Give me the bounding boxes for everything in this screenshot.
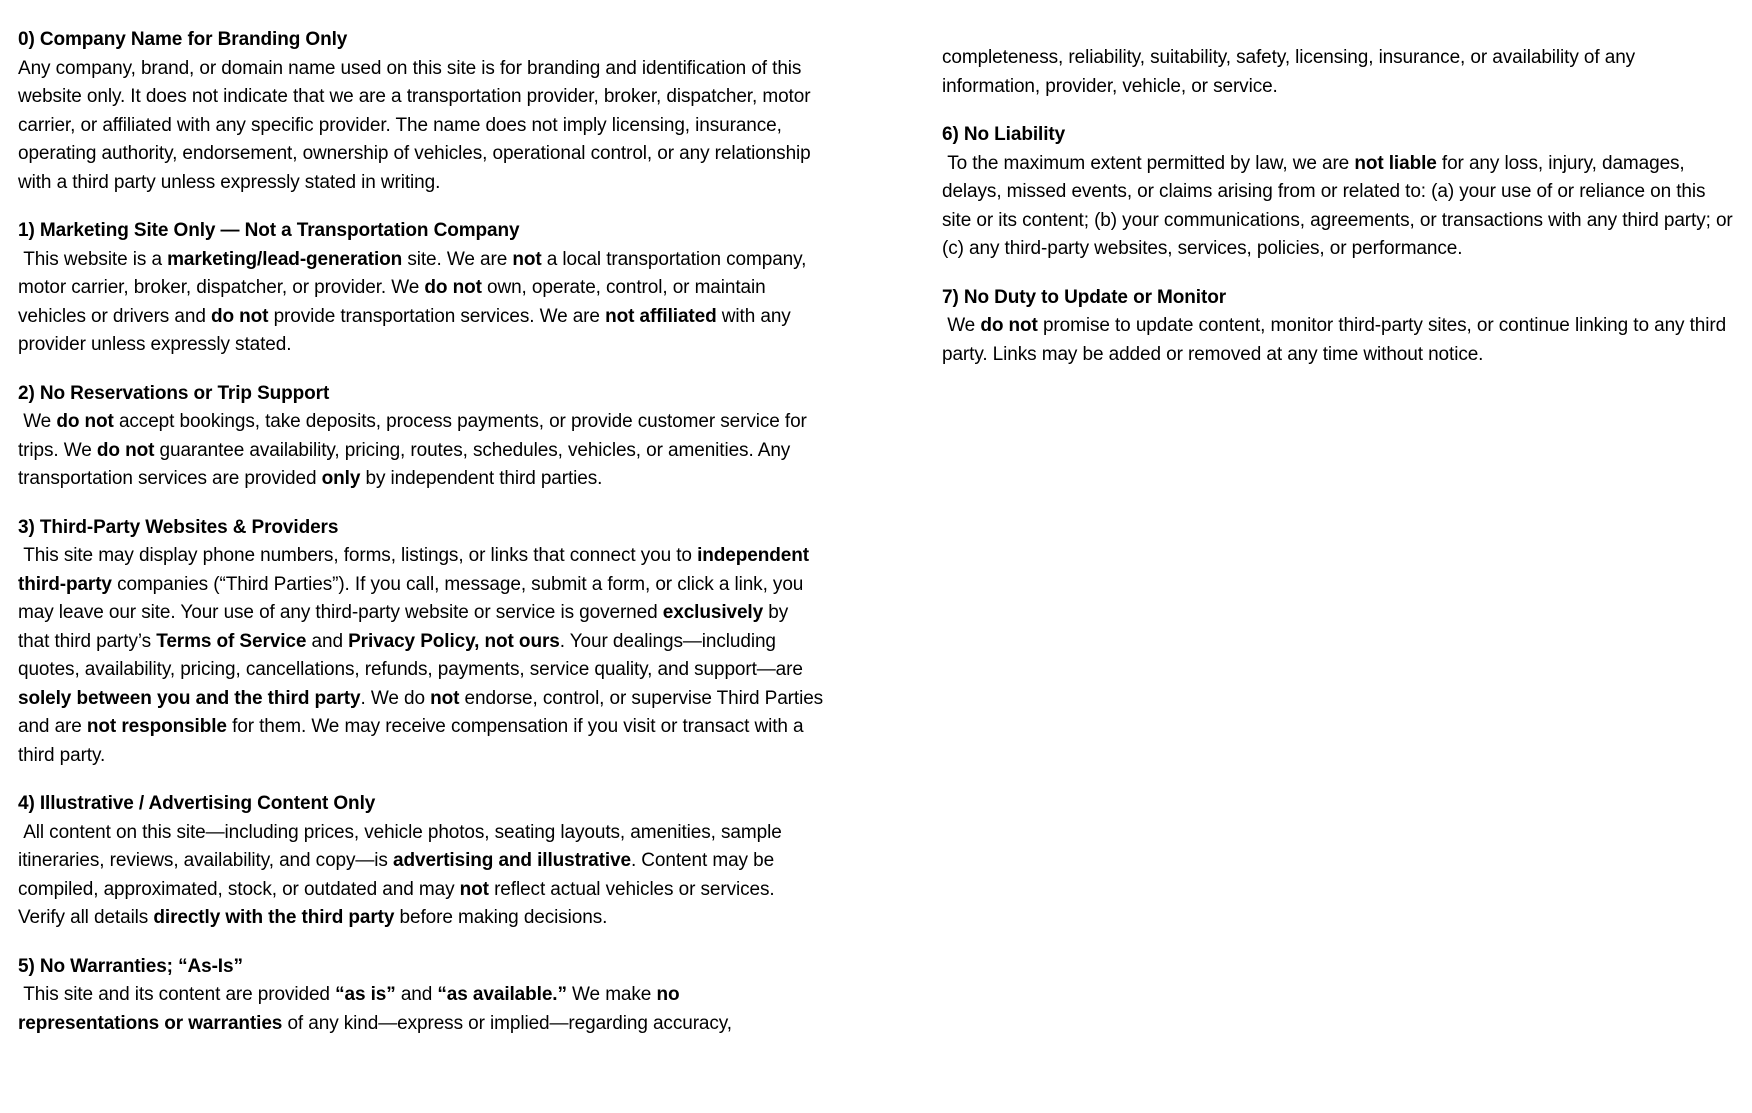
disclaimer-section <box>942 44 1734 101</box>
section-heading: 0) Company Name for Branding Only <box>18 29 348 50</box>
section-paragraph <box>18 981 824 1038</box>
text-run: of any kind—express or implied—regarding accuracy, <box>282 1012 732 1034</box>
text-run: We <box>942 315 981 336</box>
text-run: by independent third parties. <box>360 468 603 489</box>
bold-text-run: not affiliated <box>605 305 717 327</box>
text-run: provide transportation services. We are <box>268 305 606 327</box>
section-paragraph <box>942 150 1738 264</box>
bold-text-run: independent third-party <box>18 545 815 595</box>
text-run: for any loss, injury, damages, delays, missed events, or claims arising from or related to: (a) your use of or reliance on this site or its content; (b) your communications, agreements, or transactions with any third party; or (c) any third-party websites, services, policies, or performance. <box>942 152 1738 259</box>
disclaimer-section <box>18 953 824 1039</box>
text-run: . Content may be compiled, approximated, stock, or outdated and may <box>18 850 780 900</box>
text-run: To the maximum extent permitted by law, we are <box>942 152 1355 174</box>
section-heading: 6) No Liability <box>942 124 1066 145</box>
bold-text-run: do not <box>56 411 114 432</box>
section-heading: 5) No Warranties; “As-Is” <box>18 955 243 977</box>
text-run: This site and its content are provided <box>18 984 336 1005</box>
text-run: guarantee availability, pricing, routes, schedules, vehicles, or amenities. Any transportation services are provided <box>18 439 796 489</box>
section-paragraph <box>18 408 824 494</box>
text-run: reflect actual vehicles or services. Verify all details <box>18 878 780 928</box>
text-run: We make <box>566 984 657 1005</box>
disclaimer-section <box>18 217 824 360</box>
text-run: promise to update content, monitor third-party sites, or continue linking to any third party. Links may be added or removed at any time without notice. <box>942 315 1732 365</box>
section-paragraph <box>18 246 824 360</box>
bold-text-run: do not <box>96 439 155 461</box>
bold-text-run: marketing/lead-generation <box>167 248 403 270</box>
section-paragraph <box>942 44 1734 101</box>
text-run: and <box>395 984 438 1005</box>
disclaimer-section <box>18 790 824 933</box>
bold-text-run: not liable <box>1354 152 1437 174</box>
disclaimer-section <box>18 514 829 771</box>
text-run: a local transportation company, motor carrier, broker, dispatcher, or provider. We <box>18 248 812 298</box>
text-run: Any company, brand, or domain name used on this site is for branding and identification of this website only. It does not indicate that we are a transportation provider, broker, dispatcher, motor carrier, or affiliated with any specific provider. The name does not imply licensing, insurance, operating authority, endorsement, ownership of vehicles, operational control, or any relationship with a third party unless expressly stated in writing. <box>18 57 816 193</box>
section-paragraph <box>18 542 829 770</box>
text-run: accept bookings, take deposits, process payments, or provide customer service for trips. We <box>18 411 812 461</box>
left-column <box>18 26 829 1038</box>
disclaimer-section <box>942 284 1734 370</box>
section-heading: 1) Marketing Site Only — Not a Transportation Company <box>18 220 520 241</box>
text-run: site. We are <box>402 248 513 270</box>
bold-text-run: only <box>321 468 361 489</box>
bold-text-run: not <box>459 878 489 900</box>
bold-text-run: Terms of Service <box>156 630 307 652</box>
section-paragraph <box>18 819 824 933</box>
bold-text-run: Privacy Policy, not ours <box>348 630 560 652</box>
text-run: All content on this site—including prices, vehicle photos, seating layouts, amenities, sample itineraries, reviews, availability, and copy—is <box>18 821 787 871</box>
disclaimer-section <box>18 380 824 494</box>
text-run: by that third party’s <box>18 602 794 652</box>
bold-text-run: exclusively <box>662 602 764 623</box>
section-heading: 2) No Reservations or Trip Support <box>18 382 330 404</box>
disclaimer-section <box>18 26 824 197</box>
text-run: for them. We may receive compensation if you visit or transact with a third party. <box>18 716 809 766</box>
text-run: This website is a <box>18 248 168 270</box>
bold-text-run: advertising and illustrative <box>393 850 631 871</box>
bold-text-run: “as available.” <box>437 984 567 1005</box>
bold-text-run: solely between you and the third party <box>18 687 361 709</box>
text-run: This site may display phone numbers, forms, listings, or links that connect you to <box>18 545 698 566</box>
section-heading: 7) No Duty to Update or Monitor <box>942 286 1226 308</box>
text-run: . We do <box>360 687 431 709</box>
text-run: companies (“Third Parties”). If you call, message, submit a form, or click a link, you may leave our site. Your use of any third-party website or service is governed <box>18 573 809 623</box>
bold-text-run: do not <box>210 305 269 327</box>
bold-text-run: not <box>512 248 542 270</box>
bold-text-run: no representations or warranties <box>18 984 685 1034</box>
text-run: We <box>18 411 57 432</box>
text-run: own, operate, control, or maintain vehicles or drivers and <box>18 277 771 327</box>
text-run: . Your dealings—including quotes, availability, pricing, cancellations, refunds, payments, service quality, and support—are <box>18 630 809 680</box>
bold-text-run: “as is” <box>335 984 396 1005</box>
section-heading: 4) Illustrative / Advertising Content Only <box>18 793 376 814</box>
bold-text-run: not <box>430 687 460 709</box>
text-run: completeness, reliability, suitability, safety, licensing, insurance, or availability of any information, provider, vehicle, or service. <box>942 47 1641 97</box>
section-paragraph <box>18 55 824 198</box>
bold-text-run: not responsible <box>86 716 227 737</box>
text-run: endorse, control, or supervise Third Parties and are <box>18 687 829 737</box>
right-column <box>942 44 1738 369</box>
text-run: and <box>306 630 349 652</box>
section-heading: 3) Third-Party Websites & Providers <box>18 516 339 538</box>
disclaimer-section <box>942 121 1738 264</box>
bold-text-run: do not <box>980 315 1038 336</box>
text-run: with any provider unless expressly stated. <box>18 305 796 355</box>
bold-text-run: directly with the third party <box>153 907 395 928</box>
section-paragraph <box>942 312 1734 369</box>
bold-text-run: do not <box>424 277 482 298</box>
text-run: before making decisions. <box>394 907 608 928</box>
